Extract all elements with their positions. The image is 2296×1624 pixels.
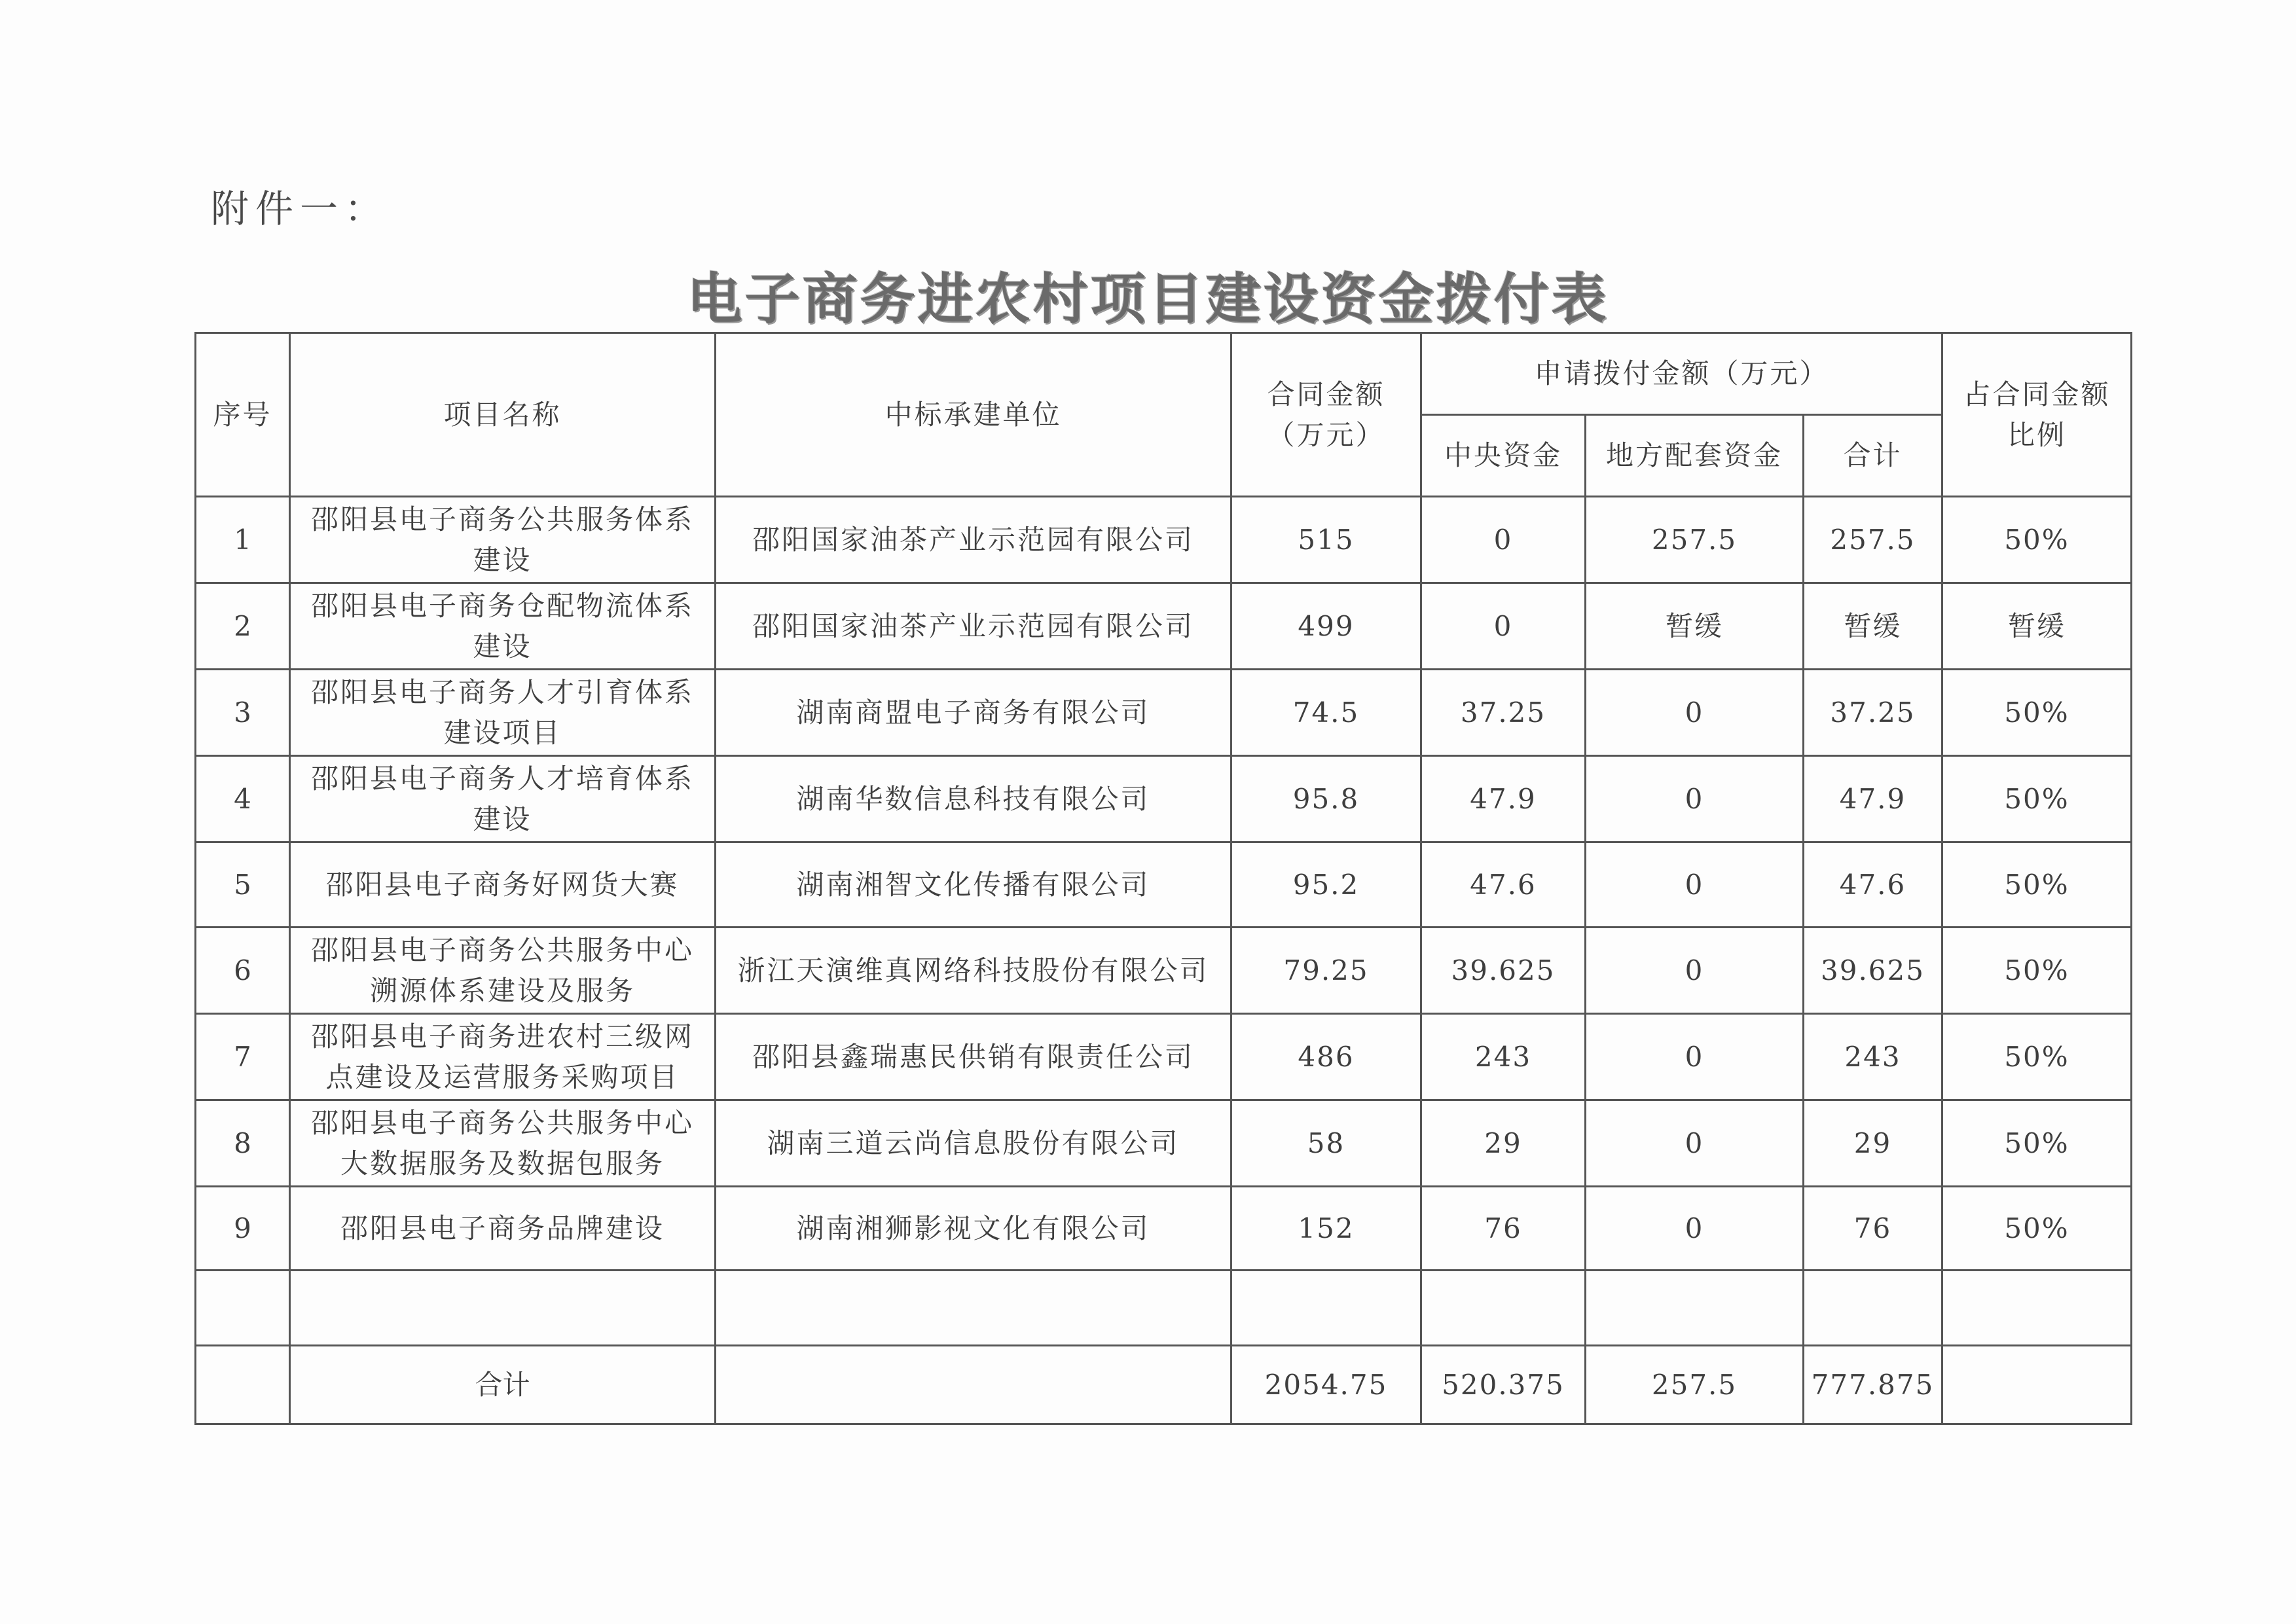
header-contract-amount-line1: 合同金额: [1267, 378, 1385, 410]
total-row: [196, 1346, 2132, 1424]
cell-seq: 5: [196, 842, 290, 928]
cell-project-name: [290, 756, 716, 842]
cell-local-funds: 0: [1586, 670, 1804, 756]
cell-ratio: 50%: [1942, 1187, 2132, 1271]
total-subtotal: 777.875: [1804, 1346, 1942, 1424]
cell-contract-amount: 152: [1231, 1187, 1421, 1271]
cell-subtotal: 暂缓: [1804, 583, 1942, 670]
project-name-line1: 邵阳县电子商务仓配物流体系: [310, 589, 694, 622]
total-label: 合计: [290, 1346, 716, 1424]
cell-central-funds: 29: [1421, 1100, 1586, 1187]
cell-subtotal: 76: [1804, 1187, 1942, 1271]
project-name-line1: 邵阳县电子商务公共服务体系: [310, 503, 694, 535]
cell-seq: 1: [196, 497, 290, 583]
cell-empty: [196, 1271, 290, 1346]
empty-row: [196, 1271, 2132, 1346]
cell-empty: [716, 1271, 1231, 1346]
cell-contract-amount: 499: [1231, 583, 1421, 670]
project-name-line2: 溯源体系建设及服务: [369, 974, 635, 1007]
total-contract-amount: 2054.75: [1231, 1346, 1421, 1424]
cell-project-name: [290, 1187, 716, 1271]
header-ratio: [1942, 333, 2132, 497]
cell-contractor: 邵阳国家油茶产业示范园有限公司: [716, 583, 1231, 670]
project-name-line2: 大数据服务及数据包服务: [340, 1147, 665, 1180]
cell-seq: 2: [196, 583, 290, 670]
cell-seq: 9: [196, 1187, 290, 1271]
fund-allocation-table: [194, 332, 2132, 1425]
cell-empty: [1586, 1271, 1804, 1346]
cell-central-funds: 76: [1421, 1187, 1586, 1271]
cell-subtotal: 47.6: [1804, 842, 1942, 928]
header-apply-amount: 申请拨付金额（万元）: [1421, 333, 1942, 415]
cell-local-funds: 暂缓: [1586, 583, 1804, 670]
cell-project-name: [290, 842, 716, 928]
cell-contract-amount: 486: [1231, 1014, 1421, 1100]
header-central-funds: 中央资金: [1421, 415, 1586, 497]
cell-empty: [1231, 1271, 1421, 1346]
cell-ratio: 50%: [1942, 670, 2132, 756]
cell-ratio: 50%: [1942, 756, 2132, 842]
header-local-funds: 地方配套资金: [1586, 415, 1804, 497]
cell-local-funds: 257.5: [1586, 497, 1804, 583]
project-name-line2: 建设: [473, 630, 532, 662]
cell-project-name: [290, 1100, 716, 1187]
cell-local-funds: 0: [1586, 1187, 1804, 1271]
cell-seq: 4: [196, 756, 290, 842]
table-row: [196, 842, 2132, 928]
document-title: 电子商务进农村项目建设资金拨付表: [687, 266, 1609, 331]
table-row: [196, 1100, 2132, 1187]
total-local-funds: 257.5: [1586, 1346, 1804, 1424]
cell-empty: [1421, 1271, 1586, 1346]
cell-contractor: 邵阳县鑫瑞惠民供销有限责任公司: [716, 1014, 1231, 1100]
header-seq: 序号: [196, 333, 290, 497]
cell-ratio: 50%: [1942, 842, 2132, 928]
cell-project-name: [290, 1014, 716, 1100]
cell-local-funds: 0: [1586, 1014, 1804, 1100]
header-project-name: 项目名称: [290, 333, 716, 497]
cell-project-name: [290, 670, 716, 756]
cell-subtotal: 257.5: [1804, 497, 1942, 583]
cell-local-funds: 0: [1586, 842, 1804, 928]
header-ratio-line2: 比例: [2007, 418, 2066, 451]
cell-ratio: 暂缓: [1942, 583, 2132, 670]
project-name-line2: 建设项目: [443, 716, 562, 749]
cell-contractor: 湖南华数信息科技有限公司: [716, 756, 1231, 842]
project-name-line2: 点建设及运营服务采购项目: [325, 1060, 680, 1093]
cell-ratio: 50%: [1942, 497, 2132, 583]
table-row: [196, 756, 2132, 842]
table-row: [196, 497, 2132, 583]
cell-contract-amount: 95.8: [1231, 756, 1421, 842]
cell-central-funds: 243: [1421, 1014, 1586, 1100]
cell-contract-amount: 58: [1231, 1100, 1421, 1187]
cell-empty: [290, 1271, 716, 1346]
table-row: [196, 583, 2132, 670]
header-contractor: [716, 333, 1231, 497]
project-name-line1: 邵阳县电子商务好网货大赛: [325, 868, 680, 901]
cell-subtotal: 29: [1804, 1100, 1942, 1187]
cell-contract-amount: 74.5: [1231, 670, 1421, 756]
cell-local-funds: 0: [1586, 1100, 1804, 1187]
header-contractor-label: 中标承建单位: [884, 398, 1062, 431]
header-ratio-line1: 占合同金额: [1963, 378, 2111, 410]
cell-central-funds: 37.25: [1421, 670, 1586, 756]
cell-seq: 8: [196, 1100, 290, 1187]
attachment-label: 附件一：: [211, 187, 390, 231]
cell-local-funds: 0: [1586, 928, 1804, 1014]
cell-empty: [1942, 1271, 2132, 1346]
cell-central-funds: 47.9: [1421, 756, 1586, 842]
cell-project-name: [290, 497, 716, 583]
table-row: [196, 1187, 2132, 1271]
cell-contractor: 湖南湘狮影视文化有限公司: [716, 1187, 1231, 1271]
cell-empty: [1804, 1271, 1942, 1346]
cell-seq: 3: [196, 670, 290, 756]
cell-contractor: 湖南商盟电子商务有限公司: [716, 670, 1231, 756]
cell-central-funds: 0: [1421, 497, 1586, 583]
cell-contractor: 邵阳国家油茶产业示范园有限公司: [716, 497, 1231, 583]
cell-seq: 6: [196, 928, 290, 1014]
cell-empty: [196, 1346, 290, 1424]
table-row: [196, 670, 2132, 756]
project-name-line1: 邵阳县电子商务人才培育体系: [310, 762, 694, 795]
header-contract-amount: [1231, 333, 1421, 497]
cell-empty: [1942, 1346, 2132, 1424]
cell-contract-amount: 79.25: [1231, 928, 1421, 1014]
cell-central-funds: 0: [1421, 583, 1586, 670]
cell-subtotal: 243: [1804, 1014, 1942, 1100]
project-name-line2: 建设: [473, 803, 532, 835]
cell-subtotal: 39.625: [1804, 928, 1942, 1014]
header-contract-amount-line2: （万元）: [1267, 418, 1385, 451]
table-row: [196, 928, 2132, 1014]
cell-seq: 7: [196, 1014, 290, 1100]
header-subtotal: 合计: [1804, 415, 1942, 497]
cell-ratio: 50%: [1942, 1014, 2132, 1100]
project-name-line1: 邵阳县电子商务公共服务中心: [310, 1106, 694, 1139]
cell-ratio: 50%: [1942, 928, 2132, 1014]
project-name-line1: 邵阳县电子商务进农村三级网: [310, 1020, 694, 1053]
project-name-line2: 建设: [473, 543, 532, 576]
cell-subtotal: 47.9: [1804, 756, 1942, 842]
cell-project-name: [290, 583, 716, 670]
cell-contractor: 浙江天演维真网络科技股份有限公司: [716, 928, 1231, 1014]
project-name-line1: 邵阳县电子商务品牌建设: [340, 1212, 665, 1244]
total-central-funds: 520.375: [1421, 1346, 1586, 1424]
cell-contractor: 湖南三道云尚信息股份有限公司: [716, 1100, 1231, 1187]
project-name-line1: 邵阳县电子商务人才引育体系: [310, 676, 694, 708]
cell-central-funds: 39.625: [1421, 928, 1586, 1014]
cell-contract-amount: 515: [1231, 497, 1421, 583]
cell-local-funds: 0: [1586, 756, 1804, 842]
cell-project-name: [290, 928, 716, 1014]
project-name-line1: 邵阳县电子商务公共服务中心: [310, 933, 694, 966]
cell-empty: [716, 1346, 1231, 1424]
cell-contractor: 湖南湘智文化传播有限公司: [716, 842, 1231, 928]
cell-subtotal: 37.25: [1804, 670, 1942, 756]
table-row: [196, 1014, 2132, 1100]
cell-contract-amount: 95.2: [1231, 842, 1421, 928]
cell-central-funds: 47.6: [1421, 842, 1586, 928]
cell-ratio: 50%: [1942, 1100, 2132, 1187]
header-row-1: [196, 333, 2132, 415]
